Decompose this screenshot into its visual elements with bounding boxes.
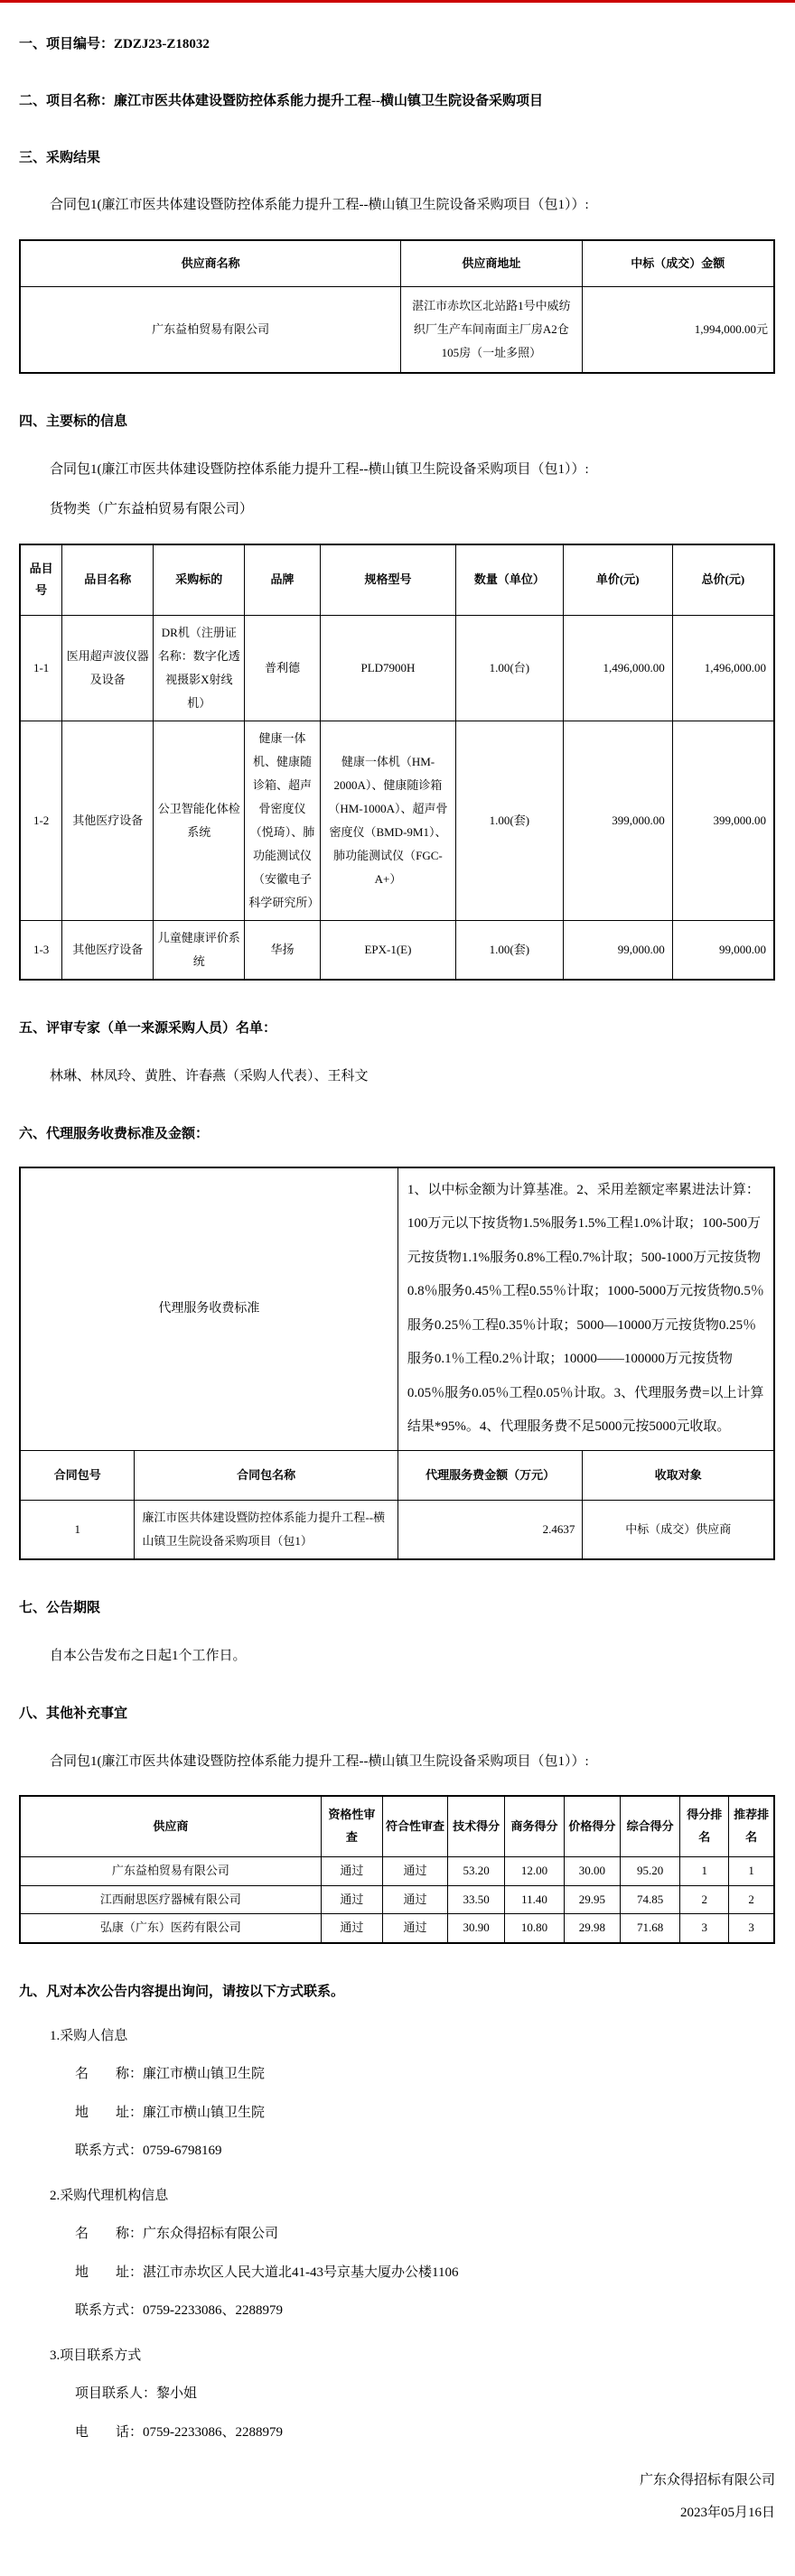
project-contact-person: 项目联系人：黎小姐 xyxy=(75,2386,198,2402)
section-4-category: 货物类（广东益柏贸易有限公司） xyxy=(50,502,254,516)
item-name: 其他医疗设备 xyxy=(62,721,154,920)
qualification-review: 通过 xyxy=(321,1885,382,1914)
col-conformity-review: 符合性审查 xyxy=(383,1796,448,1856)
footer-company: 广东众得招标有限公司 xyxy=(639,2473,775,2488)
item-total-price: 99,000.00 xyxy=(672,920,774,980)
item-total-price: 399,000.00 xyxy=(672,721,774,920)
supplier: 广东益柏贸易有限公司 xyxy=(20,1856,321,1885)
item-unit-price: 1,496,000.00 xyxy=(563,615,672,721)
conformity-review: 通过 xyxy=(383,1856,448,1885)
item-unit-price: 399,000.00 xyxy=(563,721,672,920)
col-business-score: 商务得分 xyxy=(505,1796,564,1856)
table-header-row xyxy=(20,1450,774,1500)
item-no: 1-1 xyxy=(20,615,62,721)
col-supplier: 供应商 xyxy=(20,1796,321,1856)
score-row xyxy=(20,1856,774,1885)
recommend-rank: 2 xyxy=(729,1885,774,1914)
agency-fee-table xyxy=(19,1167,775,1560)
col-brand: 品牌 xyxy=(245,544,321,616)
item-row xyxy=(20,920,774,980)
project-contact-phone: 电 话：0759-2233086、2288979 xyxy=(75,2424,283,2440)
col-quantity: 数量（单位） xyxy=(456,544,564,616)
supplier-address: 湛江市赤坎区北站路1号中威纺织厂生产车间南面主厂房A2仓105房（一址多照） xyxy=(401,286,582,373)
item-no: 1-3 xyxy=(20,920,62,980)
col-overall-score: 综合得分 xyxy=(621,1796,680,1856)
overall-score: 74.85 xyxy=(621,1885,680,1914)
item-brand: 健康一体机、健康随诊箱、超声骨密度仪（悦琦）、肺功能测试仪（安徽电子科学研究所） xyxy=(245,721,321,920)
col-package-no: 合同包号 xyxy=(20,1450,135,1500)
item-unit-price: 99,000.00 xyxy=(563,920,672,980)
col-award-amount: 中标（成交）金额 xyxy=(582,240,774,287)
score-rank: 3 xyxy=(680,1914,729,1943)
section-5-heading: 五、评审专家（单一来源采购人员）名单： xyxy=(19,1020,277,1036)
score-row xyxy=(20,1885,774,1914)
conformity-review: 通过 xyxy=(383,1885,448,1914)
award-amount: 1,994,000.00元 xyxy=(582,286,774,373)
footer-date: 2023年05月16日 xyxy=(679,2505,775,2520)
section-6-heading: 六、代理服务收费标准及金额： xyxy=(19,1127,210,1142)
announcement-period: 自本公告发布之日起1个工作日。 xyxy=(50,1648,247,1663)
purchaser-name: 名 称：廉江市横山镇卫生院 xyxy=(75,2067,266,2082)
supplier-name: 广东益柏贸易有限公司 xyxy=(20,286,401,373)
qualification-review: 通过 xyxy=(321,1856,382,1885)
conformity-review: 通过 xyxy=(383,1914,448,1943)
score-row xyxy=(20,1914,774,1943)
price-score: 30.00 xyxy=(564,1856,621,1885)
col-fee-amount: 代理服务费金额（万元） xyxy=(398,1450,583,1500)
purchaser-info-title: 1.采购人信息 xyxy=(50,2028,128,2043)
col-score-rank: 得分排名 xyxy=(680,1796,729,1856)
score-rank: 1 xyxy=(680,1856,729,1885)
package-name: 廉江市医共体建设暨防控体系能力提升工程--横山镇卫生院设备采购项目（包1） xyxy=(135,1500,398,1559)
item-name: 其他医疗设备 xyxy=(62,920,154,980)
item-brand: 华扬 xyxy=(245,920,321,980)
fee-standard-label: 代理服务收费标准 xyxy=(20,1167,398,1451)
agency-info-title: 2.采购代理机构信息 xyxy=(50,2188,169,2203)
agency-contact: 联系方式：0759-2233086、2288979 xyxy=(75,2303,283,2319)
expert-names: 林琳、林凤玲、黄胜、许春燕（采购人代表）、王科文 xyxy=(50,1068,369,1083)
section-2-heading: 二、项目名称：廉江市医共体建设暨防控体系能力提升工程--横山镇卫生院设备采购项目 xyxy=(19,93,543,108)
item-total-price: 1,496,000.00 xyxy=(672,615,774,721)
table-header-row xyxy=(20,544,774,616)
item-quantity: 1.00(套) xyxy=(456,721,564,920)
qualification-review: 通过 xyxy=(321,1914,382,1943)
col-subject: 采购标的 xyxy=(154,544,245,616)
col-qualification-review: 资格性审查 xyxy=(321,1796,382,1856)
col-package-name: 合同包名称 xyxy=(135,1450,398,1500)
item-name: 医用超声波仪器及设备 xyxy=(62,615,154,721)
col-technical-score: 技术得分 xyxy=(447,1796,504,1856)
score-rank: 2 xyxy=(680,1885,729,1914)
item-info-table xyxy=(19,544,775,981)
fee-payer: 中标（成交）供应商 xyxy=(583,1500,774,1559)
col-price-score: 价格得分 xyxy=(564,1796,621,1856)
price-score: 29.98 xyxy=(564,1914,621,1943)
table-row xyxy=(20,286,774,373)
item-subject: 公卫智能化体检系统 xyxy=(154,721,245,920)
section-4-heading: 四、主要标的信息 xyxy=(19,414,128,429)
table-header-row xyxy=(20,240,774,287)
col-item-no: 品目号 xyxy=(20,544,62,616)
col-item-name: 品目名称 xyxy=(62,544,154,616)
section-8-intro: 合同包1(廉江市医共体建设暨防控体系能力提升工程--横山镇卫生院设备采购项目（包1））: xyxy=(50,1753,589,1769)
recommend-rank: 3 xyxy=(729,1914,774,1943)
recommend-rank: 1 xyxy=(729,1856,774,1885)
supplier: 弘康（广东）医药有限公司 xyxy=(20,1914,321,1943)
section-3-intro: 合同包1(廉江市医共体建设暨防控体系能力提升工程--横山镇卫生院设备采购项目（包1））: xyxy=(50,198,589,213)
col-supplier-name: 供应商名称 xyxy=(20,240,401,287)
section-9-heading: 九、凡对本次公告内容提出询问，请按以下方式联系。 xyxy=(19,1985,345,2000)
item-quantity: 1.00(台) xyxy=(456,615,564,721)
item-model: 健康一体机（HM-2000A）、健康随诊箱（HM-1000A）、超声骨密度仪（BMD-9M1）、肺功能测试仪（FGC-A+） xyxy=(320,721,455,920)
col-unit-price: 单价(元) xyxy=(563,544,672,616)
business-score: 11.40 xyxy=(505,1885,564,1914)
supplier: 江西耐思医疗器械有限公司 xyxy=(20,1885,321,1914)
fee-row xyxy=(20,1500,774,1559)
package-no: 1 xyxy=(20,1500,135,1559)
purchaser-contact: 联系方式：0759-6798169 xyxy=(75,2144,222,2159)
agency-name: 名 称：广东众得招标有限公司 xyxy=(75,2227,279,2242)
section-3-heading: 三、采购结果 xyxy=(19,150,101,165)
overall-score: 95.20 xyxy=(621,1856,680,1885)
item-brand: 普利德 xyxy=(245,615,321,721)
col-recommend-rank: 推荐排名 xyxy=(729,1796,774,1856)
section-8-heading: 八、其他补充事宜 xyxy=(19,1706,128,1722)
item-row xyxy=(20,615,774,721)
item-quantity: 1.00(套) xyxy=(456,920,564,980)
section-7-heading: 七、公告期限 xyxy=(19,1600,101,1615)
item-row xyxy=(20,721,774,920)
item-subject: DR机（注册证名称：数字化透视摄影X射线机） xyxy=(154,615,245,721)
overall-score: 71.68 xyxy=(621,1914,680,1943)
technical-score: 30.90 xyxy=(447,1914,504,1943)
col-model: 规格型号 xyxy=(320,544,455,616)
supplier-score-table xyxy=(19,1795,775,1944)
col-supplier-address: 供应商地址 xyxy=(401,240,582,287)
section-1-heading: 一、项目编号：ZDZJ23-Z18032 xyxy=(19,37,210,51)
item-no: 1-2 xyxy=(20,721,62,920)
section-4-intro: 合同包1(廉江市医共体建设暨防控体系能力提升工程--横山镇卫生院设备采购项目（包1））: xyxy=(50,461,589,477)
col-fee-payer: 收取对象 xyxy=(583,1450,774,1500)
fee-amount: 2.4637 xyxy=(398,1500,583,1559)
fee-standard-row xyxy=(20,1167,774,1451)
col-total-price: 总价(元) xyxy=(672,544,774,616)
technical-score: 33.50 xyxy=(447,1885,504,1914)
item-model: PLD7900H xyxy=(320,615,455,721)
agency-address: 地 址：湛江市赤坎区人民大道北41-43号京基大厦办公楼1106 xyxy=(75,2264,459,2280)
price-score: 29.95 xyxy=(564,1885,621,1914)
business-score: 10.80 xyxy=(505,1914,564,1943)
announcement-document xyxy=(0,36,795,2576)
fee-standard-text: 1、以中标金额为计算基准。2、采用差额定率累进法计算：100万元以下按货物1.5%服务1.5%工程1.0%计取；100-500万元按货物1.1%服务0.8%工程0.7%计取；500-1000万元按货物0.8％服务0.45％工程0.55％计取；1000-5000万元按货物0.5％服务0.25％工程0.35％计取；5000—10000万元按货物0.25％服务0.1％工程0.2％计取；10000——100000万元按货物0.05％服务0.05％工程0.05％计取。3、代理服务费=以上计算结果*95%。4、代理服务费不足5000元按5000元收取。 xyxy=(398,1167,774,1451)
project-contact-title: 3.项目联系方式 xyxy=(50,2348,142,2363)
technical-score: 53.20 xyxy=(447,1856,504,1885)
item-model: EPX-1(E) xyxy=(320,920,455,980)
purchaser-address: 地 址：廉江市横山镇卫生院 xyxy=(75,2105,266,2120)
item-subject: 儿童健康评价系统 xyxy=(154,920,245,980)
business-score: 12.00 xyxy=(505,1856,564,1885)
table-header-row xyxy=(20,1796,774,1856)
procurement-result-table xyxy=(19,239,775,374)
top-divider xyxy=(0,0,795,3)
